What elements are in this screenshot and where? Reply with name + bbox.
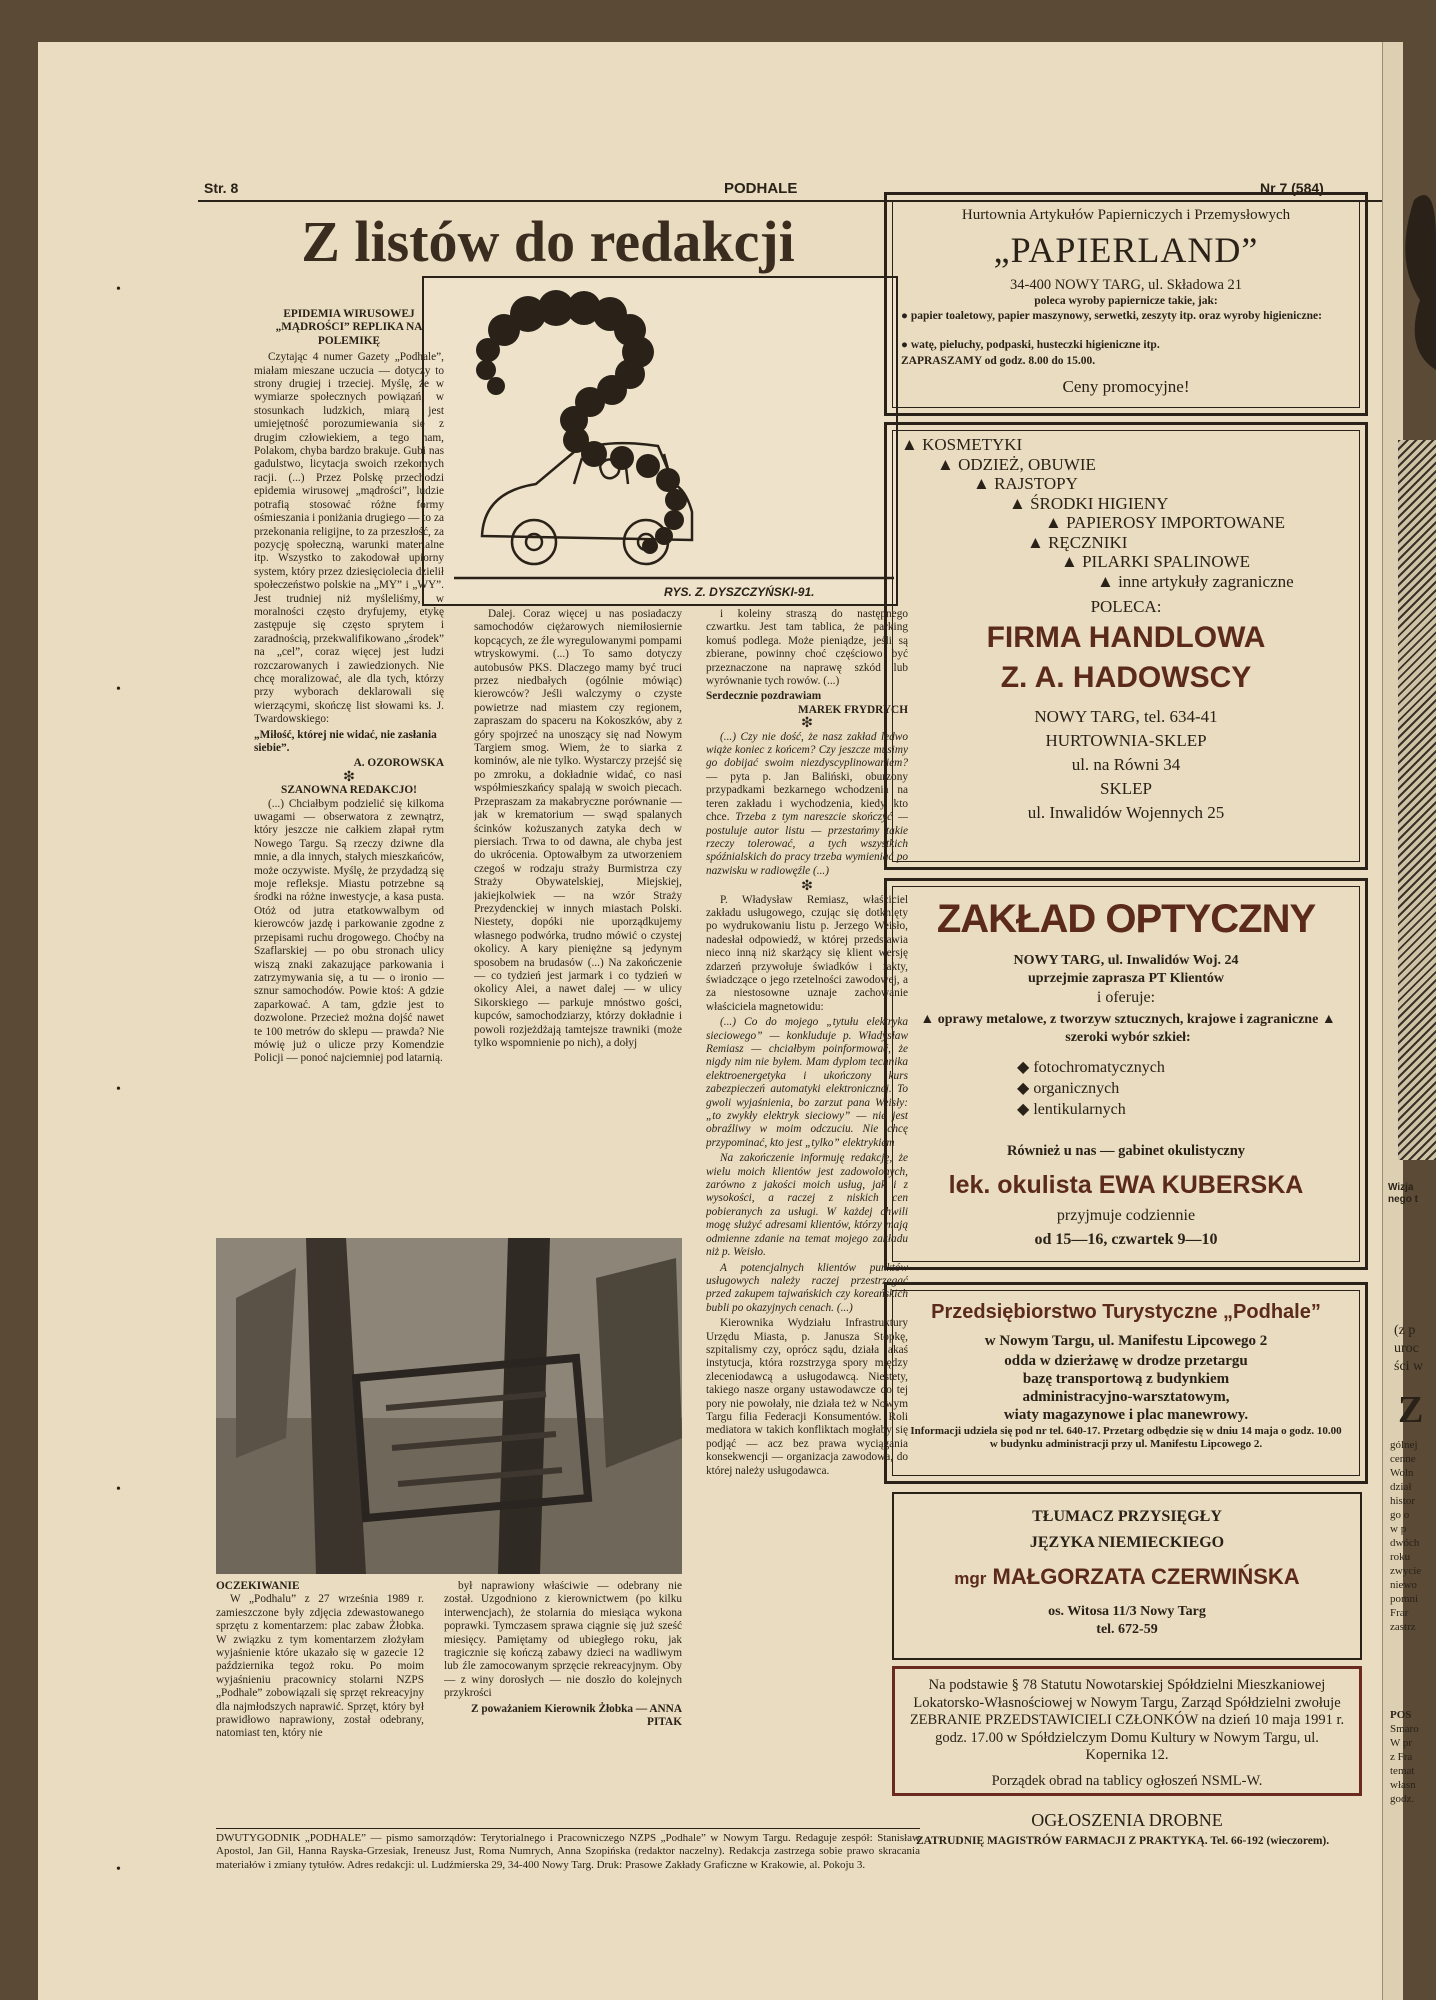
letter-4-italic-b: Na zakończenie informuję redakcję, że wielu moich klientów jest zadowolonych, zarówno z jakości moich usług, jak i z wysokości, a raczej z niskich cen pobieranych za usługi. W każdej chwili mogę służyć adresami klientów, którzy mają odmienne zdanie na temat mojego zakładu niż p. Weisło. bbox=[706, 1152, 908, 1259]
tlumacz-title: mgr bbox=[954, 1569, 987, 1588]
margin-mark: • bbox=[116, 1482, 121, 1497]
hadowscy-items bbox=[901, 435, 1294, 591]
optyk-doctor: lek. okulista EWA KUBERSKA bbox=[948, 1171, 1304, 1199]
letter-4-body-a: P. Władysław Remiasz, właściciel zakładu usługowego, czując się dotknięty po wydrukowaniu listu p. Jerzego Weisło, nadesłał odpowiedź, w której przedstawia nieco inną niż skarżący się klient wersję zdarzeń przywołuje świadków i fakty, świadczące o jego rzetelności zawodowej, a za niestosowne uznaje zachowanie właściciela magnetowidu: bbox=[706, 893, 908, 1013]
papierland-name: „PAPIERLAND” bbox=[993, 230, 1259, 270]
ad-tlumacz bbox=[892, 1492, 1362, 1660]
letter-3-italic-b: Trzeba z tym nareszcie skończyć — postuluje autor listu — przestańmy takie rzeczy tolerować, a tych wszystkich spóźnialskich do pracy trzeba wymieniać po nazwisku w radiowęźle (...) bbox=[706, 811, 908, 877]
papierland-address: 34-400 NOWY TARG, ul. Składowa 21 bbox=[1009, 277, 1243, 293]
optyk-glass-type: ◆ lentikularnych bbox=[1017, 1101, 1126, 1118]
hadowscy-item: ▲ PILARKI SPALINOWE bbox=[1061, 552, 1251, 571]
hadowscy-name-1: FIRMA HANDLOWA bbox=[986, 621, 1266, 654]
margin-mark: • bbox=[116, 282, 121, 297]
letter-5-col1: W „Podhalu” z 27 września 1989 r. zamieszczone były zdjęcia zdewastowanego sprzętu z komentarzem: plac zabaw Żłobka. W związku z tym komentarzem złożyłam wyjaśnienie które ukazało się w gazecie 12 października tegoż roku. Po moim wyjaśnieniu pracownicy stolarni NZPS „Podhale” zobowiązali się sprzęt rekreacyjny dla najmłodszych naprawić. Sprzęt, który był prawidłowo naprawiony, został odebrany, natomiast ten, który nie bbox=[216, 1593, 424, 1740]
papierland-promo: Ceny promocyjne! bbox=[1062, 377, 1190, 396]
optyk-also: Również u nas — gabinet okulistyczny bbox=[1006, 1143, 1246, 1159]
paper-name: PODHALE bbox=[724, 180, 798, 197]
hadowscy-city: NOWY TARG, tel. 634-41 bbox=[1034, 707, 1218, 726]
letter-2-col1: (...) Chciałbym podzielić się kilkoma uwagami — obserwatora z zewnątrz, który jeszcze nie całkiem złapał rytm Nowego Targu. Są rzeczy dziwne dla mnie, a dla innych, stałych mieszkańców, może oczywiste. Myślę, że przydadzą się moje refleksje. Miastu potrzebne są środki na różne inwestycje, a kasa pusta. Otóż od jutra etatkowwalbym od kierowców jazdę i parkowanie zgodne z przepisami ruchu drogowego. Choćby na Szaflarskiej — po obu stronach ulicy wiszą znaki zakazujące parkowania i zatrzymywania się, a tu — o ironio — sznur samochodów. Powie ktoś: A gdzie zaparkować. A tam, gdzie jest to dozwolone. Przecież można dojść nawet te 100 metrów do sklepu — prawda? Nie mówię już o ulicze przy Komendzie Policji — ponoć najciemniej pod latarnią. bbox=[254, 797, 444, 1065]
letter-2-col2: Dalej. Coraz więcej u nas posiadaczy samochodów ciężarowych niemiłosiernie kopcących, ze źle wyregulowanymi pompami wtryskowymi. (...) To samo dotyczy autobusów PKS. Dlaczego mamy być truci przez niedbałych (ogólnie mówiąc) kierowców? Jeśli walczymy o czyste powietrze nad miastem czy regionem, zapraszam do spaceru na Kokoszków, aby z góry spojrzeć na unoszący się nad Nowym Targiem smog. Wiem, że to siarka z kominów, ale nie tylko. Wystarczy przejść się po zmroku, a dokładnie widać, co nasi współmieszkańcy spalają w swoich piecach. Przepraszam za makabryczne porównanie — jak w krematorium — swąd spalanych ścinków kożuszanych zatyka dech w piersiach. Trwa to od dawna, ale chyba jest do ukrócenia. Optowałbym za utworzeniem czegoś w rodzaju straży Burmistrza czy Straży Obywatelskiej, Miejskiej, jakiejkolwiek — na wzór Straży Prezydenckiej w innych miastach Polski. Niestety, dopóki nie uporządkujemy własnego podwórka, trudno mówić o czystej okolicy. A kary pieniężne są jedynym sposobem na brudasów (...) Na zakończenie — co tydzień jest jarmark i co tydzień w okolicy Alei, a nawet dalej — w ulicy Sikorskiego — parkuje mnóstwo gości, kupców, samochodziarzy, którzy dokładnie i powoli rozjeżdżają tamtejsze trawniki (może tylko wspomnienie po nich), a dołyj bbox=[474, 608, 682, 1049]
optyk-glass-types bbox=[1017, 1057, 1165, 1120]
letter-2-col3: i koleiny straszą do następnego czwartku. Jest tam tablica, że parking komuś podlega. Może pieniądze, jeśli są zbierane, powinny choć częściowo być przeznaczone na naprawę szkód lub wyrównanie tych rowów. (...) bbox=[706, 608, 908, 688]
letter-5-col2: był naprawiony właściwie — odebrany nie został. Uzgodniono z kierownictwem (po kilku interwencjach), że stolarnia do miesiąca wykona poprawki. Tymczasem sprawa ciągnie się już sześć miesięcy. Pamiętamy od ubiegłego roku, jak tragicznie się kończą zabawy dzieci na wadliwym lub źle zamocowanym sprzęcie rekreacyjnym. Oby — z winy dorosłych — nie doszło do kolejnych przykrości bbox=[444, 1580, 682, 1700]
hadowscy-item: ▲ RAJSTOPY bbox=[973, 474, 1078, 493]
tlumacz-line-1: TŁUMACZ PRZYSIĘGŁY bbox=[1032, 1508, 1222, 1525]
papierland-hours: ZAPRASZAMY od godz. 8.00 do 15.00. bbox=[901, 355, 1096, 367]
classifieds-text: ZATRUDNIĘ MAGISTRÓW FARMACJI Z PRAKTYKĄ. Tel. 66-192 (wieczorem). bbox=[916, 1835, 1330, 1847]
page-title: Z listów do redakcji bbox=[301, 209, 795, 274]
letter-1-body: Czytając 4 numer Gazety „Podhale”, miałam mieszane uczucia — dotyczy to strony drugiej i trzeciej. Myślę, że w wymiarze społecznych powiązań, w stosunkach ludzkich, miarą jest umiejętność porozumiewania się z drugim człowiekiem, a tego nam, Polakom, chyba bardzo brakuje. Gubi nas gadulstwo, licytacja swoich rzekomych racji. (...) Przez Polskę przechodzi epidemia wirusowej „mądrości”, ludzie potrafią stosować różne formy ośmieszania i poniżania drugiego — to za przekonania religijne, to za przeszłość, za pozycję społeczną, warunki materialne itp. Wszystko to zakodował upiorny system, który przez dziesięciolecia dzielił społeczeństwo polskie na „MY” i „WY”. Jest trudniej niż myśleliśmy, w moralności często dryfujemy, etykę zastępuje się często sprytem i zaradnością, przekwalifikowano „środek” na „cel”, coraz więcej jest ludzi rozczarowanych i zawiedzionych. Nie chcę moralizować, ale dla tych, którzy przy wyborach deklarowali się wierzącymi, skończę list słowami ks. J. Twardowskiego: bbox=[254, 351, 444, 726]
optyk-address: NOWY TARG, ul. Inwalidów Woj. 24 bbox=[1013, 953, 1239, 968]
optyk-hours: od 15—16, czwartek 9—10 bbox=[1034, 1231, 1218, 1248]
hadowscy-address-2: ul. Inwalidów Wojennych 25 bbox=[1027, 803, 1225, 822]
turystyczne-info: Informacji udziela się pod nr tel. 640-17. Przetarg odbędzie się w dniu 14 maja o godz. 10.00 w budynku administracji przy ul. Manifestu Lipcowego 2. bbox=[910, 1425, 1342, 1450]
map-fragment bbox=[1384, 180, 1436, 380]
letter-5-signature: Z poważaniem Kierownik Żłobka — ANNA PITAK bbox=[470, 1702, 682, 1729]
ad-turystyczne bbox=[884, 1282, 1368, 1484]
hadowscy-item: ▲ inne artykuły zagraniczne bbox=[1097, 571, 1294, 591]
hadowscy-item: ▲ RĘCZNIKI bbox=[1027, 532, 1128, 552]
next-page-caption: Wizja nego t bbox=[1388, 1182, 1418, 1205]
turystyczne-line-1: odda w dzierżawę w drodze przetargu bbox=[1004, 1353, 1248, 1369]
ad-optyk bbox=[884, 878, 1368, 1270]
letter-1-quote: „Miłość, której nie widać, nie zasłania siebie”. bbox=[254, 728, 437, 754]
spoldzielnia-agenda: Porządek obrad na tablicy ogłoszeń NSML-W. bbox=[991, 1773, 1263, 1789]
hadowscy-name-2: Z. A. HADOWSCY bbox=[1000, 661, 1252, 694]
papierland-item-2: ● watę, pieluchy, podpaski, husteczki higieniczne itp. bbox=[901, 339, 1160, 351]
issue-number: Nr 7 (584) bbox=[1260, 180, 1324, 196]
separator-asterisk: ❇ bbox=[801, 879, 813, 895]
ad-spoldzielnia bbox=[892, 1666, 1362, 1796]
hadowscy-type: HURTOWNIA-SKLEP bbox=[1045, 731, 1207, 750]
tlumacz-name: MAŁGORZATA CZERWIŃSKA bbox=[992, 1564, 1300, 1589]
next-page-text-1: (z p uroc ści w bbox=[1394, 1323, 1424, 1374]
article-column-3 bbox=[706, 608, 908, 1618]
papierland-item-1: ● papier toaletowy, papier maszynowy, serwetki, zeszyty itp. oraz wyroby higieniczne: bbox=[901, 310, 1322, 322]
papierland-item-1-text: papier toaletowy, papier maszynowy, serwetki, zeszyty itp. oraz wyroby higieniczne: bbox=[910, 310, 1322, 322]
optyk-glass-type: ◆ organicznych bbox=[1017, 1080, 1120, 1097]
masthead-footer bbox=[216, 1832, 920, 1904]
car-smoke-drawing bbox=[424, 278, 896, 604]
letter-2-column-2 bbox=[474, 608, 682, 1256]
turystyczne-line-2: bazę transportową z budynkiem bbox=[1022, 1371, 1230, 1387]
tlumacz-phone: tel. 672-59 bbox=[1096, 1622, 1158, 1637]
turystyczne-line-3: administracyjno-warsztatowym, bbox=[1022, 1389, 1230, 1405]
letter-1-heading: EPIDEMIA WIRUSOWEJ „MĄDROŚCI” REPLIKA NA POLEMIKĘ bbox=[275, 308, 423, 347]
damaged-equipment-photo bbox=[216, 1238, 682, 1574]
letter-5-column-1 bbox=[216, 1580, 424, 1824]
hadowscy-item: ▲ KOSMETYKI bbox=[901, 435, 1023, 454]
masthead-footer-text: DWUTYGODNIK „PODHALE” — pismo samorządów: Terytorialnego i Pracowniczego NZPS „Podhale” w Nowym Targu. Redaguje zespół: Stanisław Apostol, Jan Gil, Hanna Rayska-Grzesiak, Ireneusz Just, Roma Numrych, Anna Szopińska (redaktor naczelny). Redakcja zastrzega sobie prawo skracania materiałów i zmiany tytułów. Adres redakcji: ul. Ludźmierska 29, 34-400 Nowy Targ. Druk: Prasowe Zakłady Graficzne w Krakowie, al. Pokoju 3. bbox=[216, 1832, 920, 1871]
letter-3-body-a: — pyta p. Jan Baliński, oburzony przypadkami bezkarnego wchodzenia na teren zakładu i wychodzenia, kiedy kto chce. bbox=[706, 770, 908, 824]
footer-rule bbox=[216, 1828, 920, 1829]
tlumacz-address: os. Witosa 11/3 Nowy Targ bbox=[1048, 1604, 1206, 1619]
letter-2-signature: MAREK FRYDRYCH bbox=[798, 703, 908, 716]
letter-4-italic-c: A potencjalnych klientów punktów usługowych należy raczej przestrzegać przed zakupem tajwańskich czy koreańskich bubli po okazyjnych cenach. (...) bbox=[706, 1261, 908, 1314]
optyk-frames-text: oprawy metalowe, z tworzyw sztucznych, krajowe i zagraniczne bbox=[937, 1012, 1319, 1027]
hadowscy-item: ▲ ŚRODKI HIGIENY bbox=[1009, 493, 1169, 513]
hadowscy-recommends: POLECA: bbox=[1090, 597, 1162, 616]
turystyczne-name: Przedsiębiorstwo Turystyczne „Podhale” bbox=[931, 1301, 1321, 1323]
hadowscy-item: ▲ PAPIEROSY IMPORTOWANE bbox=[1045, 513, 1285, 532]
separator-asterisk: ❇ bbox=[343, 769, 355, 785]
letter-1-column bbox=[254, 308, 444, 1148]
optyk-glass-type: ◆ fotochromatycznych bbox=[1017, 1059, 1165, 1076]
papierland-item-2-text: watę, pieluchy, podpaski, husteczki higieniczne itp. bbox=[910, 339, 1160, 351]
letter-5-column-2 bbox=[444, 1580, 682, 1824]
letter-5-heading: OCZEKIWANIE bbox=[216, 1580, 300, 1592]
hadowscy-shop: SKLEP bbox=[1100, 779, 1152, 798]
papierland-top: Hurtownia Artykułów Papierniczych i Przemysłowych bbox=[961, 207, 1291, 223]
papierland-intro: poleca wyroby papiernicze takie, jak: bbox=[1034, 295, 1218, 307]
separator-asterisk: ❇ bbox=[801, 716, 813, 732]
spoldzielnia-text: Na podstawie § 78 Statutu Nowotarskiej Spółdzielni Mieszkaniowej Lokatorsko-Własnościowej w Nowym Targu, Zarząd Spółdzielni zwołuje ZEBRANIE PRZEDSTAWICIELI CZŁONKÓW na dzień 10 maja 1991 r. godz. 17.00 w Spółdzielczym Domu Kultury w Nowym Targu, ul. Kopernika 12. bbox=[909, 1677, 1345, 1763]
optyk-glass-text: szeroki wybór szkieł: bbox=[1065, 1030, 1191, 1045]
optyk-offer: i oferuje: bbox=[1096, 989, 1156, 1006]
cartoon-illustration bbox=[422, 276, 898, 606]
cartoon-signature: RYS. Z. DYSZCZYŃSKI-91. bbox=[664, 585, 815, 599]
margin-mark: • bbox=[116, 682, 121, 697]
optyk-name: ZAKŁAD OPTYCZNY bbox=[936, 897, 1316, 941]
optyk-invite: uprzejmie zaprasza PT Klientów bbox=[1027, 971, 1225, 986]
next-page-text-2: gólnej cenne Woln dział histor go o w p dwóch roku zwycie niewo pomni Frar zastrz bbox=[1390, 1439, 1422, 1633]
hadowscy-item: ▲ ODZIEŻ, OBUWIE bbox=[937, 454, 1096, 474]
tlumacz-line-2: JĘZYKA NIEMIECKIEGO bbox=[1029, 1534, 1225, 1551]
next-page-text-3: POS Smaro W pr z Fra temat własn godz. bbox=[1390, 1709, 1419, 1805]
turystyczne-line-4: wiaty magazynowe i plac manewrowy. bbox=[1003, 1407, 1249, 1423]
optyk-frames: ▲ oprawy metalowe, z tworzyw sztucznych, krajowe i zagraniczne ▲ szeroki wybór szkieł: bbox=[920, 1012, 1336, 1045]
optyk-receives: przyjmuje codziennie bbox=[1056, 1207, 1196, 1224]
next-page-photo bbox=[1398, 440, 1436, 1160]
hadowscy-address-1: ul. na Równi 34 bbox=[1071, 755, 1181, 774]
turystyczne-address: w Nowym Targu, ul. Manifestu Lipcowego 2 bbox=[984, 1333, 1268, 1349]
letter-1-signature: A. OZOROWSKA bbox=[353, 757, 444, 770]
ad-hadowscy bbox=[884, 422, 1368, 870]
newspaper-page bbox=[38, 42, 1402, 2000]
letter-2-greeting: Serdecznie pozdrawiam bbox=[706, 690, 822, 703]
classifieds-title: OGŁOSZENIA DROBNE bbox=[1031, 1810, 1223, 1830]
next-page-headline: Z bbox=[1398, 1389, 1424, 1431]
letter-4-italic-a: (...) Co do mojego „tytułu elektryka sieciowego” — konkluduje p. Władysław Remiasz — chciałbym poinformować, że nigdy nim nie byłem. Mam dyplom technika elektroenergetyka i ukończony kurs zabezpieczeń automatyki elektronicznej. To gwoli wyjaśnienia, bo zarzut pana Weisły: „to zwykły elektryk sieciowy” — nie jest obraźliwy w moim odczuciu. Nie chcę przypominać, kto jest „tylko” elektrykiem bbox=[706, 1016, 908, 1149]
tlumacz-name-line bbox=[904, 1564, 1350, 1590]
letter-4-body-b: Kierownika Wydziału Infrastruktury Urzędu Miasta, p. Janusza Stopkę, szpitalismy czy, oprócz sądu, działa jakaś instytucja, która rozstrzyga spory między zleceniodawcą a usługodawcą. Niestety, takiego nasze organy ustawodawcze do tej pory nie powołały, nie działa też w Nowym Targu filia Federacji Konsumentów. Roli mediatora w takich konfliktach mogłaby się podjąć — acz bez prawa wyciągania konsekwencji — organizacja zawodowa, do której należy usługodawca. bbox=[706, 1317, 908, 1477]
letter-3-italic-a: (...) Czy nie dość, że nasz zakład ledwo wiąże koniec z końcem? Czy jeszcze musimy go dobijać swoim niezdyscyplinowaniem? bbox=[706, 730, 908, 770]
margin-mark: • bbox=[116, 1862, 121, 1877]
letter-2-heading: SZANOWNA REDAKCJO! bbox=[281, 784, 417, 797]
next-page-fragment bbox=[1384, 180, 1436, 1960]
ad-papierland bbox=[884, 192, 1368, 416]
margin-mark: • bbox=[116, 1082, 121, 1097]
playground-photo bbox=[216, 1238, 682, 1574]
page-number: Str. 8 bbox=[204, 180, 239, 196]
